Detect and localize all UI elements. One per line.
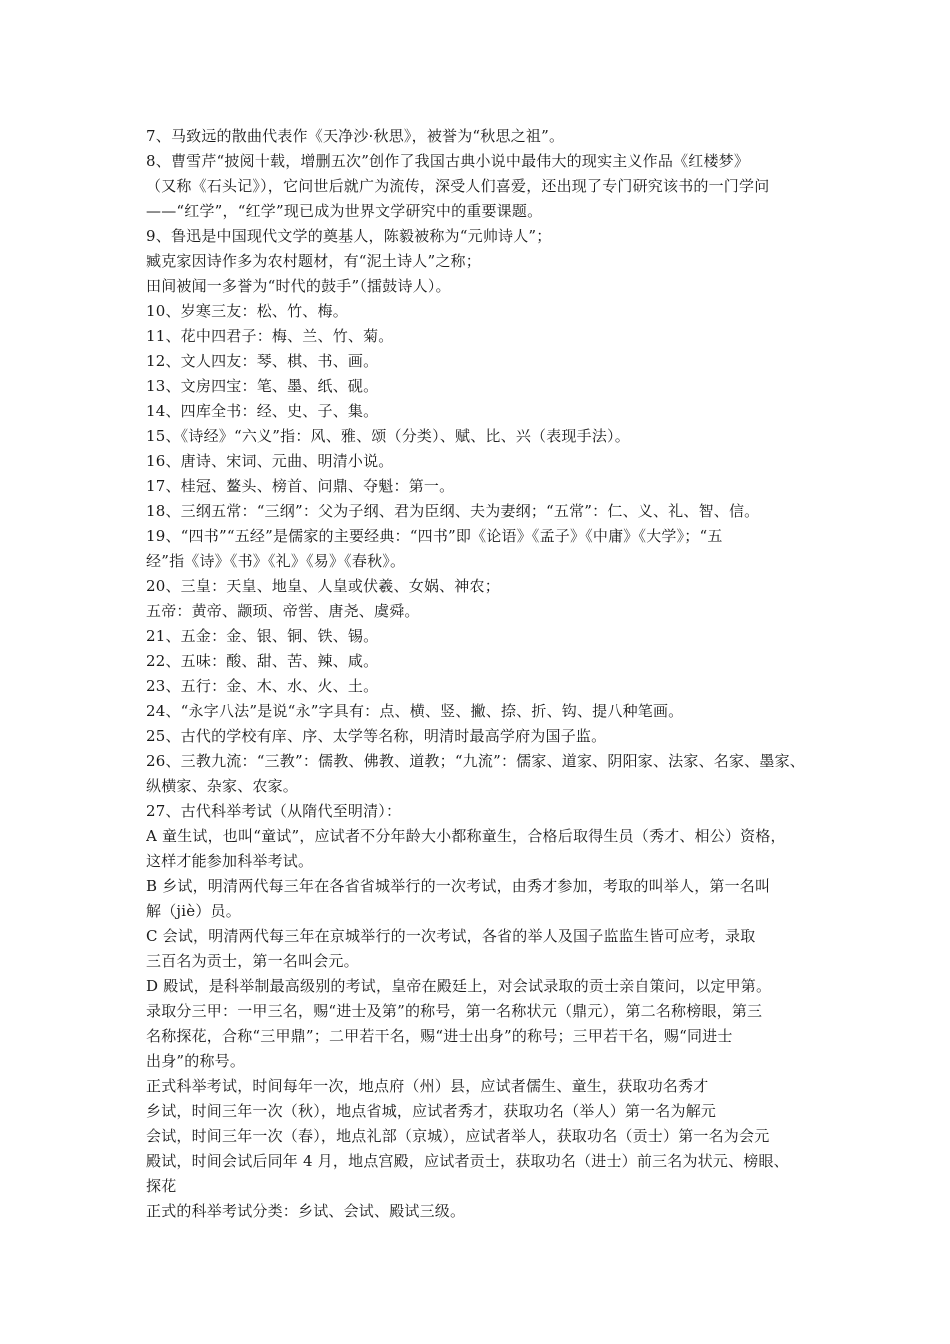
text-line: A 童生试，也叫“童试”，应试者不分年龄大小都称童生，合格后取得生员（秀才、相公）资格， bbox=[146, 827, 786, 845]
text-line: 11、花中四君子：梅、兰、竹、菊。 bbox=[146, 327, 394, 345]
text-line: 7、马致远的散曲代表作《天净沙·秋思》，被誉为“秋思之祖”。 bbox=[146, 127, 565, 145]
text-line: 臧克家因诗作多为农村题材，有“泥土诗人”之称； bbox=[146, 252, 481, 270]
text-line: C 会试，明清两代每三年在京城举行的一次考试，各省的举人及国子监监生皆可应考，录取 bbox=[146, 927, 756, 945]
text-line: 9、鲁迅是中国现代文学的奠基人，陈毅被称为“元帅诗人”； bbox=[146, 227, 552, 245]
text-line: B 乡试，明清两代每三年在各省省城举行的一次考试，由秀才参加，考取的叫举人，第一名叫 bbox=[146, 877, 771, 895]
text-line: ——“红学”，“红学”现已成为世界文学研究中的重要课题。 bbox=[146, 202, 543, 220]
text-line: 26、三教九流：“三教”：儒教、佛教、道教；“九流”：儒家、道家、阴阳家、法家、名家、墨家、 bbox=[146, 752, 805, 770]
text-line: 27、古代科举考试（从隋代至明清）： bbox=[146, 802, 402, 820]
text-line: 探花 bbox=[146, 1177, 177, 1195]
text-line: 殿试，时间会试后同年 4 月，地点宫殿，应试者贡士，获取功名（进士）前三名为状元、榜眼、 bbox=[146, 1152, 789, 1170]
text-line: 五帝：黄帝、颛顼、帝喾、唐尧、虞舜。 bbox=[146, 602, 420, 620]
text-line: 田间被闻一多誉为“时代的鼓手”（擂鼓诗人）。 bbox=[146, 277, 451, 295]
text-line: 8、曹雪芹“披阅十载，增删五次”创作了我国古典小说中最伟大的现实主义作品《红楼梦》 bbox=[146, 152, 750, 170]
text-line: 20、三皇：天皇、地皇、人皇或伏羲、女娲、神农； bbox=[146, 577, 500, 595]
text-line: 13、文房四宝：笔、墨、纸、砚。 bbox=[146, 377, 379, 395]
text-line: 23、五行：金、木、水、火、土。 bbox=[146, 677, 379, 695]
text-line: 24、“永字八法”是说“永”字具有：点、横、竖、撇、捺、折、钩、提八种笔画。 bbox=[146, 702, 684, 720]
text-line: 这样才能参加科举考试。 bbox=[146, 852, 314, 870]
text-line: 出身”的称号。 bbox=[146, 1052, 246, 1070]
text-line: 22、五味：酸、甜、苦、辣、咸。 bbox=[146, 652, 379, 670]
document-body bbox=[146, 124, 818, 1224]
text-line: 纵横家、杂家、农家。 bbox=[146, 777, 299, 795]
text-line: 名称探花，合称“三甲鼎”；二甲若干名，赐“进士出身”的称号；三甲若干名，赐“同进士 bbox=[146, 1027, 733, 1045]
text-line: 12、文人四友：琴、棋、书、画。 bbox=[146, 352, 379, 370]
text-line: 10、岁寒三友：松、竹、梅。 bbox=[146, 302, 348, 320]
text-line: 三百名为贡士，第一名叫会元。 bbox=[146, 952, 359, 970]
text-line: 18、三纲五常：“三纲”：父为子纲、君为臣纲、夫为妻纲；“五常”：仁、义、礼、智、信。 bbox=[146, 502, 760, 520]
text-line: 解（jiè）员。 bbox=[146, 902, 241, 920]
text-line: 录取分三甲：一甲三名，赐“进士及第”的称号，第一名称状元（鼎元），第二名称榜眼，第三 bbox=[146, 1002, 763, 1020]
text-line: 15、《诗经》“六义”指：风、雅、颂（分类）、赋、比、兴（表现手法）。 bbox=[146, 427, 630, 445]
text-line: 会试，时间三年一次（春），地点礼部（京城），应试者举人，获取功名（贡士）第一名为会元 bbox=[146, 1127, 770, 1145]
text-line: 19、“四书”“五经”是儒家的主要经典：“四书”即《论语》《孟子》《中庸》《大学》；“五 bbox=[146, 527, 723, 545]
text-line: 乡试，时间三年一次（秋），地点省城，应试者秀才，获取功名（举人）第一名为解元 bbox=[146, 1102, 717, 1120]
text-line: 正式科举考试，时间每年一次，地点府（州）县，应试者儒生、童生，获取功名秀才 bbox=[146, 1077, 709, 1095]
text-line: 17、桂冠、鳌头、榜首、问鼎、夺魁：第一。 bbox=[146, 477, 455, 495]
text-line: 21、五金：金、银、铜、铁、锡。 bbox=[146, 627, 379, 645]
text-line: 经”指《诗》《书》《礼》《易》《春秋》。 bbox=[146, 552, 406, 570]
text-line: 正式的科举考试分类：乡试、会试、殿试三级。 bbox=[146, 1202, 466, 1220]
text-line: 25、古代的学校有庠、序、太学等名称，明清时最高学府为国子监。 bbox=[146, 727, 607, 745]
text-line: D 殿试，是科举制最高级别的考试，皇帝在殿廷上，对会试录取的贡士亲自策问，以定甲第。 bbox=[146, 977, 772, 995]
text-line: 14、四库全书：经、史、子、集。 bbox=[146, 402, 379, 420]
text-line: （又称《石头记》），它问世后就广为流传，深受人们喜爱，还出现了专门研究该书的一门学问 bbox=[146, 177, 770, 195]
text-line: 16、唐诗、宋词、元曲、明清小说。 bbox=[146, 452, 394, 470]
